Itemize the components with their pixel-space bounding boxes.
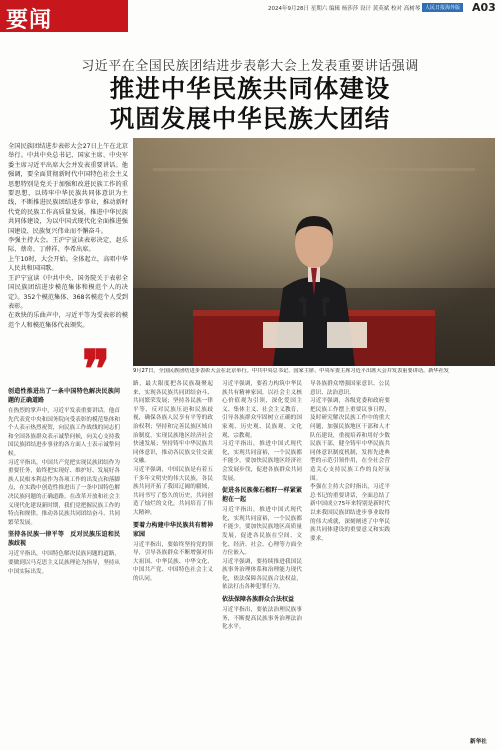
body-column-3 [222,380,302,632]
section-heading: 依法保障各族群众合法权益 [222,596,295,604]
section-heading: 促进各民族像石榴籽一样紧紧抱在一起 [222,487,302,504]
body-paragraph: 习近平指出，推进中国式现代化，实现共同富裕，一个民族都不能少，要加快民族地区经济社会发展步伐，促进各族群众共同发展。 [222,441,302,482]
edition-badge: 人民日报海外版 [422,3,463,12]
news-photo-graphic [133,138,495,366]
section-heading: 要着力构建中华民族共有精神家园 [133,521,213,538]
issue-info: 2024年9月28日 星期六 编辑 杨莎莎 设计 黄英斌 校对 高树琴 [268,6,421,12]
lead-paragraph: 李强主持大会。王沪宁宣读表彰决定，赵乐际、蔡奇、丁薛祥、李希出席。 [8,237,128,254]
section-title: 要闻 [6,7,53,33]
body-column-1 [8,384,120,576]
body-paragraph: 习近平强调，要持续推进我国民族事务治理体系和治理能力现代化，依法保障各民族合法权益，依法打击各种犯罪行为。 [222,558,302,591]
section-heading: 创造性推进出了一条中国特色解决民族问题的正确道路 [8,388,120,404]
body-paragraph: 习近平指出，中国共产党把实现民族团结作为重要任务，始终把实现好、维护好、发展好各族人民根本利益作为各项工作的出发点和落脚点，在实践中创造性推进出了一条中国特色解决民族问题的正确道路。在改革开放和社会主义现代化建设新时期，我们党把握民族工作的特点和规律，推动各民族共同团结奋斗、共同繁荣发展。 [8,459,120,526]
body-paragraph: 习近平强调，中国民族是有着五千多年文明史的伟大民族，各民族共同开拓了我国辽阔的疆域，共同书写了悠久的历史，共同创造了灿烂的文化，共同培育了伟大精神。 [133,466,213,516]
lead-paragraph: 在欢快的乐曲声中，习近平等为受表彰的模范个人和模范集体代表颁奖。 [8,312,128,329]
headline-line-2: 巩固发展中华民族大团结 [109,104,391,133]
lead-paragraph: 上午10时，大会开始。全体起立，高唱中华人民共和国国歌。 [8,255,128,273]
body-paragraph: 路，最大限度把各民族凝聚起来，实现各民族共同团结奋斗、共同繁荣发展；坚持各民族一律平等，反对民族压迫和民族歧视，确保各族人民享有平等的政治权利；坚持和完善民族区域自治制度，实现民族地区经济社会快速发展；坚持铸牢中华民族共同体意识，推动各民族交往交流交融。 [133,381,213,465]
photo-caption: 9月27日，全国民族团结进步表彰大会在北京举行。中共中央总书记、国家主席、中央军委主席习近平出席大会并发表重要讲话。新华社发 [133,368,449,374]
lead-paragraphs [8,142,128,330]
body-paragraph: 习近平指出，中国特色解决民族问题的道路，要做到以马克思主义民族理论为指导，坚持从中国实际出发。 [8,551,120,575]
body-column-2 [133,380,213,583]
body-column-4 [310,380,390,543]
body-paragraph: 习近平指出，要依法治理民族事务，不断提高民族事务治理法治化水平。 [222,607,302,631]
page-number: A03 [472,1,496,14]
article-kicker: 习近平在全国民族团结进步表彰大会上发表重要讲话强调 [81,59,419,74]
body-paragraph: 在热烈的掌声中，习近平发表重要讲话。他首先代表党中央和国务院向受表彰的模范集体和个人表示热烈祝贺，向民族工作战线的同志们和全国各族群众表示诚挚问候，向关心支持我国民族团结进步事业的各方面人士表示诚挚问候。 [8,408,120,457]
body-paragraph: 导各族群众增强国家意识、公民意识、法治意识。 [310,381,390,396]
headline-line-1: 推进中华民族共同体建设 [109,74,391,103]
body-paragraph: 习近平指出，要始终坚持党的领导，引导各族群众不断增强对伟大祖国、中华民族、中华文化、中国共产党、中国特色社会主义的认同。 [133,541,213,582]
masthead [0,0,500,32]
body-paragraph: 习近平强调，各级党委和政府要把民族工作摆上重要议事日程，及时研究解决民族工作中的重大问题，加强民族地区干部和人才队伍建设，重视培养和用好少数民族干部，健全铸牢中华民族共同体意识制度机制，发挥先进典型的示范引领作用，在全社会营造关心支持民族工作的良好氛围。 [310,398,390,482]
news-photo [133,138,495,366]
lead-paragraph: 王沪宁宣读《中共中央、国务院关于表彰全国民族团结进步模范集体和模范个人的决定》。352个模范集体、368名模范个人受到表彰。 [8,274,128,310]
body-paragraph: 习近平指出，推进中国式现代化，实现共同富裕，一个民族都不能少。要加快民族地区高质量发展，促进各民族在空间、文化、经济、社会、心理等方面全方位嵌入。 [222,507,302,557]
lead-paragraph: 全国民族团结进步表彰大会27日上午在北京举行。中共中央总书记、国家主席、中央军委主席习近平出席大会并发表重要讲话。他强调，要全面贯彻新时代中国特色社会主义思想特别是党关于加强和改进民族工作的重要思想，以铸牢中华民族共同体意识为主线，不断推进民族团结进步事业，推动新时代党的民族工作高质量发展，推进中华民族共同体建设，为以中国式现代化全面推进强国建设、民族复兴伟业而不懈奋斗。 [8,143,128,235]
section-heading: 坚持各民族一律平等 反对民族压迫和民族歧视 [8,531,120,548]
body-paragraph: 李强在主持大会时指出，习近平总书记的重要讲话，全面总结了新中国成立75年来特别是新时代以来我国民族团结进步事业取得的伟大成就，深刻阐述了中华民族共同体建设的重要意义和实践要求。 [310,484,390,542]
body-paragraph: 习近平强调，要着力构筑中华民族共有精神家园，以社会主义核心价值观为引领，深化爱国主义、集体主义、社会主义教育，引导各族群众牢固树立正确的国家观、历史观、民族观、文化观、宗教观。 [222,381,302,439]
section-banner [0,0,128,32]
quote-mark-icon: ❞ [82,339,110,400]
byline-credit: 新华社 [470,739,487,745]
